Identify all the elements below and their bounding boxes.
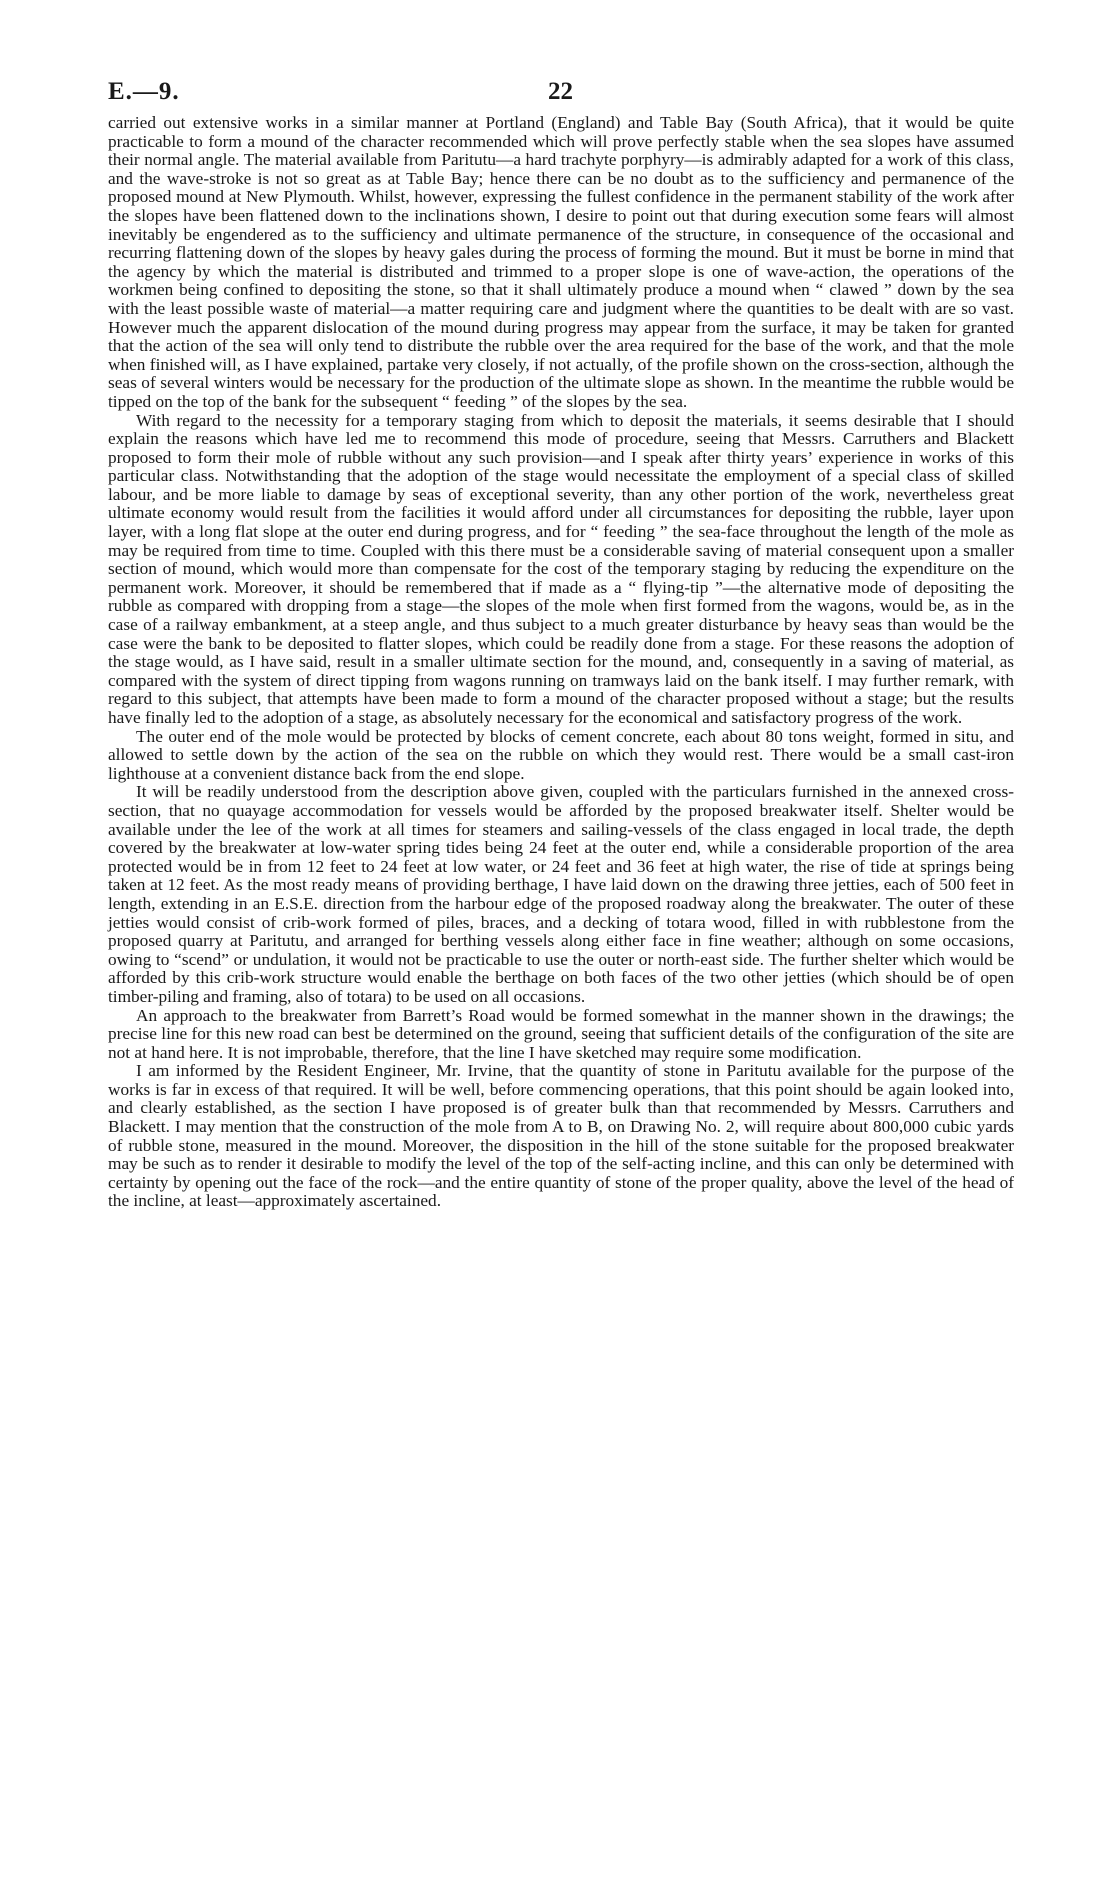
paragraph: The outer end of the mole would be protected by blocks of cement concrete, each about 80 tons weight, formed in situ, and allowed to settle down by the action of the sea on the rubble on which they would rest. There would be a small cast-iron lighthouse at a convenient distance back from the end slope.: [108, 726, 1014, 783]
paragraph: carried out extensive works in a similar manner at Portland (England) and Table Bay (South Africa), that it would be quite practicable to form a mound of the character recommended which will prove perfectly stable when the sea slopes have assumed their normal angle. The material available from Paritutu—a hard trachyte porphyry—is admirably adapted for a work of this class, and the wave-stroke is not so great as at Table Bay; hence there can be no doubt as to the sufficiency and permanence of the proposed mound at New Plymouth. Whilst, however, expressing the fullest confidence in the permanent stability of the work after the slopes have been flattened down to the inclinations shown, I desire to point out that during execution some fears will almost inevitably be engendered as to the sufficiency and ultimate permanence of the structure, in consequence of the occasional and recurring flattening down of the slopes by heavy gales during the process of forming the mound. But it must be borne in mind that the agency by which the material is distributed and trimmed to a proper slope is one of wave-action, the operations of the workmen being confined to depositing the stone, so that it shall ultimately produce a mound when “ clawed ” down by the sea with the least possible waste of material—a matter requiring care and judgment where the quantities to be dealt with are so vast. However much the apparent dislocation of the mound during progress may appear from the surface, it may be taken for granted that the action of the sea will only tend to distribute the rubble over the area required for the base of the work, and that the mole when finished will, as I have explained, partake very closely, if not actually, of the profile shown on the cross-section, although the seas of several winters would be necessary for the production of the ultimate slope as shown. In the meantime the rubble would be tipped on the top of the bank for the subsequent “ feeding ” of the slopes by the sea.: [108, 113, 1014, 411]
document-code: E.—9.: [108, 78, 180, 105]
body-text: [108, 114, 1014, 1211]
document-page: [108, 78, 1014, 1211]
paragraph: With regard to the necessity for a temporary staging from which to deposit the materials, it seems desirable that I should explain the reasons which have led me to recommend this mode of procedure, seeing that Messrs. Carruthers and Blackett proposed to form their mole of rubble without any such provision—and I speak after thirty years’ experience in works of this particular class. Notwithstanding that the adoption of the stage would necessitate the employment of a special class of skilled labour, and be more liable to damage by seas of exceptional severity, than any other portion of the work, nevertheless great ultimate economy would result from the facilities it would afford under all circumstances for depositing the rubble, layer upon layer, with a long flat slope at the outer end during progress, and for “ feeding ” the sea-face throughout the length of the mole as may be required from time to time. Coupled with this there must be a considerable saving of material consequent upon a smaller section of mound, which would more than compensate for the cost of the temporary staging by reducing the expenditure on the permanent work. Moreover, it should be remembered that if made as a “ flying-tip ”—the alternative mode of depositing the rubble as compared with dropping from a stage—the slopes of the mole when first formed from the wagons, would be, as in the case of a railway embankment, at a steep angle, and thus subject to a much greater disturbance by heavy seas than would be the case were the bank to be deposited to flatter slopes, which could be readily done from a stage. For these reasons the adoption of the stage would, as I have said, result in a smaller ultimate section for the mound, and, consequently in a saving of material, as compared with the system of direct tipping from wagons running on tramways laid on the bank itself. I may further remark, with regard to this subject, that attempts have been made to form a mound of the character proposed without a stage; but the results have finally led to the adoption of a stage, as absolutely necessary for the economical and satisfactory progress of the work.: [108, 410, 1014, 727]
paragraph: It will be readily understood from the description above given, coupled with the particulars furnished in the annexed cross-section, that no quayage accommodation for vessels would be afforded by the proposed breakwater itself. Shelter would be available under the lee of the work at all times for steamers and sailing-vessels of the class engaged in local trade, the depth covered by the breakwater at low-water spring tides being 24 feet at the outer end, while a considerable proportion of the area protected would be in from 12 feet to 24 feet at low water, or 24 feet and 36 feet at high water, the rise of tide at springs being taken at 12 feet. As the most ready means of providing berthage, I have laid down on the drawing three jetties, each of 500 feet in length, extending in an E.S.E. direction from the harbour edge of the proposed roadway along the breakwater. The outer of these jetties would consist of crib-work formed of piles, braces, and a decking of totara wood, filled in with rubblestone from the proposed quarry at Paritutu, and arranged for berthing vessels along either face in fine weather; although on some occasions, owing to “scend” or undulation, it would not be practicable to use the outer or north-east side. The further shelter which would be afforded by this crib-work structure would enable the berthage on both faces of the two other jetties (which should be of open timber-piling and framing, also of totara) to be used on all occasions.: [108, 782, 1014, 1006]
paragraph: An approach to the breakwater from Barrett’s Road would be formed somewhat in the manner shown in the drawings; the precise line for this new road can best be determined on the ground, seeing that sufficient details of the configuration of the site are not at hand here. It is not improbable, therefore, that the line I have sketched may require some modification.: [108, 1005, 1014, 1062]
paragraph: I am informed by the Resident Engineer, Mr. Irvine, that the quantity of stone in Paritutu available for the purpose of the works is far in excess of that required. It will be well, before commencing operations, that this point should be again looked into, and clearly established, as the section I have proposed is of greater bulk than that recommended by Messrs. Carruthers and Blackett. I may mention that the construction of the mole from A to B, on Drawing No. 2, will require about 800,000 cubic yards of rubble stone, measured in the mound. Moreover, the disposition in the hill of the stone suitable for the proposed breakwater may be such as to render it desirable to modify the level of the top of the self-acting incline, and this can only be determined with certainty by opening out the face of the rock—and the entire quantity of stone of the proper quality, above the level of the head of the incline, at least—approximately ascertained.: [108, 1061, 1014, 1211]
page-number: 22: [548, 78, 573, 105]
page-header: [108, 78, 1014, 114]
